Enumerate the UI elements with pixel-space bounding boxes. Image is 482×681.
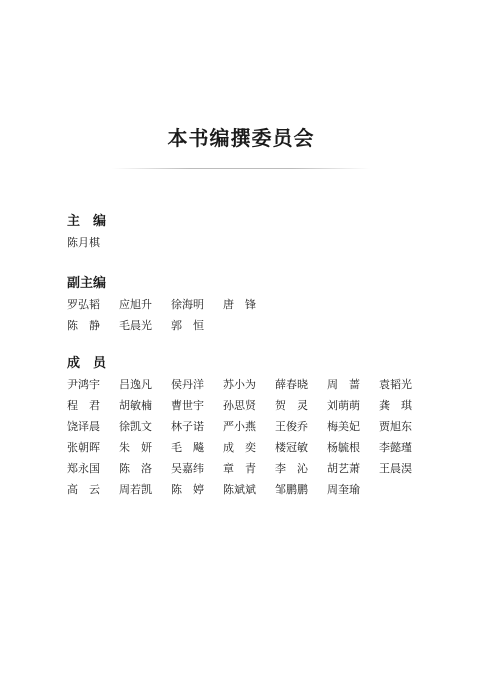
name-entry: 杨毓根 [327, 441, 360, 454]
name-entry: 陈 婷 [171, 483, 204, 496]
name-entry: 毛 飚 [171, 441, 204, 454]
name-entry: 程 君 [67, 399, 100, 412]
editor-in-chief-section [67, 212, 275, 253]
name-entry: 梅美妃 [327, 420, 360, 433]
deputy-editors-names [67, 294, 275, 336]
name-entry: 吴嘉纬 [171, 462, 204, 475]
name-entry: 王俊乔 [275, 420, 308, 433]
name-entry: 毛晨光 [119, 319, 152, 332]
members-section [67, 354, 431, 500]
name-entry: 胡艺萧 [327, 462, 360, 475]
name-entry: 陈 洛 [119, 462, 152, 475]
name-entry: 李 沁 [275, 462, 308, 475]
name-entry: 吕逸凡 [119, 378, 152, 391]
editor-in-chief-heading: 主 编 [67, 214, 107, 229]
name-entry: 尹鸿宇 [67, 378, 100, 391]
deputy-editors-heading: 副主编 [67, 276, 107, 291]
name-entry: 侯丹洋 [171, 378, 204, 391]
name-entry: 郑永国 [67, 462, 100, 475]
name-entry: 郭 恒 [171, 319, 204, 332]
name-entry: 王晨淏 [379, 462, 412, 475]
name-entry: 成 奕 [223, 441, 256, 454]
name-entry: 贺 灵 [275, 399, 308, 412]
name-entry: 龚 琪 [379, 399, 412, 412]
name-entry: 刘萌萌 [327, 399, 360, 412]
name-entry: 章 青 [223, 462, 256, 475]
editor-in-chief-names [67, 232, 275, 253]
deputy-editors-section [67, 274, 275, 336]
name-entry: 饶译晨 [67, 420, 100, 433]
title-divider [112, 168, 370, 169]
name-entry: 楼冠敏 [275, 441, 308, 454]
name-entry: 周奎瑜 [327, 483, 360, 496]
name-entry: 贾旭东 [379, 420, 412, 433]
name-entry: 朱 妍 [119, 441, 152, 454]
members-names [67, 374, 431, 500]
name-entry: 李懿瑾 [379, 441, 412, 454]
name-entry: 胡敏楠 [119, 399, 152, 412]
name-entry: 曹世宇 [171, 399, 204, 412]
name-entry: 周若凯 [119, 483, 152, 496]
name-entry: 陈 静 [67, 319, 100, 332]
name-entry: 周 蔷 [327, 378, 360, 391]
page-title: 本书编撰委员会 [167, 126, 315, 150]
name-entry: 林子诺 [171, 420, 204, 433]
name-entry: 孙思贤 [223, 399, 256, 412]
name-entry: 徐凯文 [119, 420, 152, 433]
name-entry: 苏小为 [223, 378, 256, 391]
name-entry: 徐海明 [171, 298, 204, 311]
name-entry: 陈斌斌 [223, 483, 256, 496]
members-heading: 成 员 [67, 356, 107, 371]
name-entry: 高 云 [67, 483, 100, 496]
name-entry: 邹鹏鹏 [275, 483, 308, 496]
name-entry: 薛春晓 [275, 378, 308, 391]
name-entry: 罗弘韬 [67, 298, 100, 311]
name-entry: 张朝晖 [67, 441, 100, 454]
name-entry: 应旭升 [119, 298, 152, 311]
name-entry: 唐 锋 [223, 298, 256, 311]
name-entry: 陈月棋 [67, 236, 100, 249]
name-entry: 严小燕 [223, 420, 256, 433]
name-entry: 袁韬光 [379, 378, 412, 391]
